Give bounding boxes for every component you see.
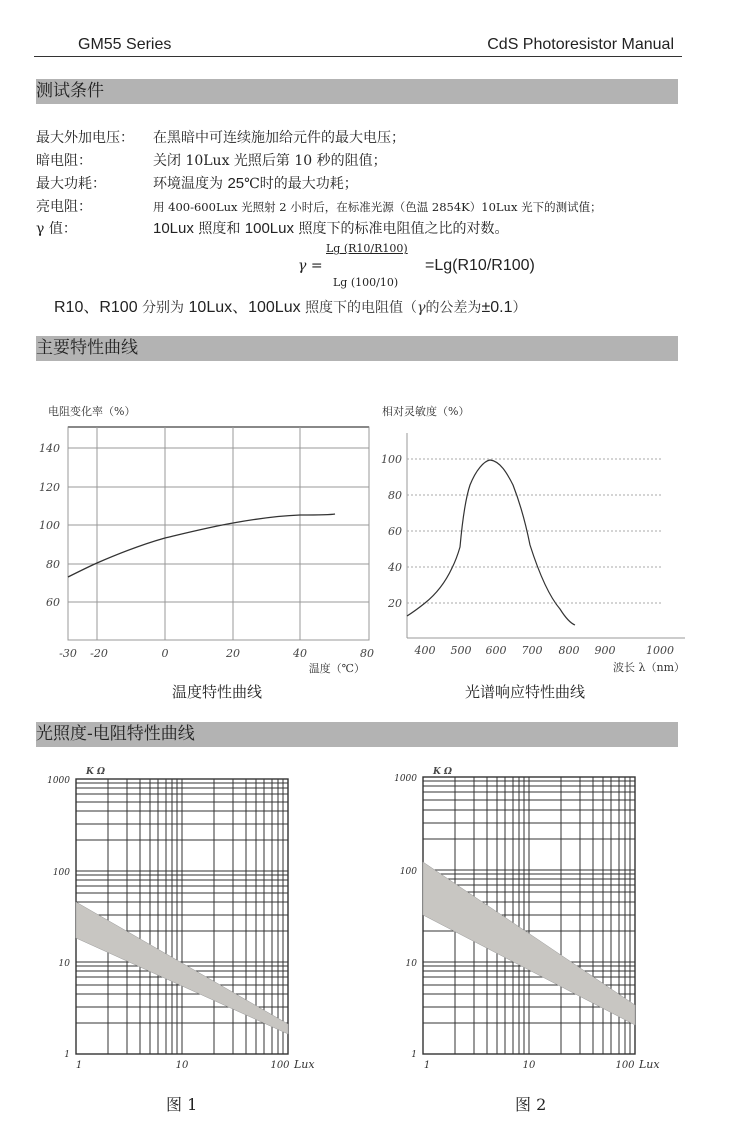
note-text: 分别为 (142, 300, 189, 316)
spectral-xtick: 700 (521, 644, 543, 657)
fig1-xtick: 1 (75, 1060, 83, 1071)
spectral-ytick: 80 (388, 489, 402, 502)
condition-label: 亮电阻： (36, 199, 92, 215)
formula-gamma: γ = (298, 258, 323, 274)
temp-xtick: 40 (293, 647, 307, 660)
note-text: 的公差为 (425, 300, 482, 316)
section-illuminance-resistance: 光照度-电阻特性曲线 (36, 722, 678, 747)
temp-chart-caption: 温度特性曲线 (172, 683, 263, 701)
temperature-chart (30, 395, 380, 680)
fig2-unit-label: K Ω (433, 767, 452, 777)
condition-gamma (36, 220, 508, 238)
spectral-xtick: 1000 (646, 644, 674, 657)
condition-max-voltage (36, 129, 405, 147)
figure-1-chart (30, 760, 330, 1075)
temp-chart-ylabel: 电阻变化率（%） (48, 405, 136, 418)
spectral-xtick: 800 (558, 644, 580, 657)
spectral-curve (407, 460, 575, 625)
spectral-xtick: 400 (414, 644, 436, 657)
condition-dark-resistance (36, 152, 387, 170)
formula-denominator: Lg (100/10) (333, 276, 399, 289)
condition-text: 照度下的标准电阻值之比的对数。 (294, 221, 509, 237)
temp-xtick: -20 (90, 647, 108, 660)
fig2-xunit: Lux (639, 1058, 660, 1071)
fig1-ytick: 1 (64, 1050, 70, 1060)
spectral-ytick: 40 (388, 561, 402, 574)
note-text: R10、R100 (54, 299, 143, 316)
temp-chart-grid (68, 427, 369, 640)
header-manual-title: CdS Photoresistor Manual (487, 36, 674, 53)
note-text: ） (512, 300, 527, 316)
fig1-xtick: 100 (270, 1060, 290, 1071)
header-divider (34, 56, 682, 57)
condition-label: γ 值： (36, 221, 77, 237)
temp-curve (68, 514, 335, 577)
header-series: GM55 Series (78, 36, 172, 53)
temp-ytick: 100 (39, 519, 60, 532)
spectral-chart-xlabel: 波长 λ（nm） (613, 661, 685, 674)
spectral-xtick: 900 (594, 644, 616, 657)
figure-2-chart (380, 760, 680, 1075)
section-test-conditions: 测试条件 (36, 79, 678, 104)
fig1-ytick: 100 (52, 868, 70, 878)
condition-light-resistance (36, 198, 602, 216)
fig2-ytick: 1000 (394, 774, 417, 784)
condition-text: ℃时的最大功耗； (244, 176, 358, 192)
temp-chart-xlabel: 温度（℃） (308, 662, 365, 675)
resistance-note (54, 294, 526, 317)
fig2-ytick: 100 (399, 867, 417, 877)
spectral-xtick: 600 (485, 644, 507, 657)
figure-2-caption: 图 2 (515, 1095, 547, 1114)
temp-xtick: 20 (226, 647, 240, 660)
condition-temp-value: 25 (227, 175, 245, 192)
fig2-xtick: 100 (615, 1060, 635, 1071)
note-text: 照度下的电阻值（ (305, 300, 418, 316)
condition-text: 100Lux (244, 220, 294, 237)
fig2-ytick: 10 (405, 959, 417, 969)
spectral-ytick: 60 (388, 525, 402, 538)
condition-text: 在黑暗中可连续施加给元件的最大电压； (153, 130, 405, 146)
condition-text: 用 400-600Lux 光照射 2 小时后，在标准光源（色温 2854K）10Lux 光下的测试值； (153, 200, 602, 214)
fig1-ytick: 1000 (47, 776, 70, 786)
spectral-chart (370, 395, 710, 680)
fig1-unit-label: K Ω (86, 767, 105, 777)
condition-text: 环境温度为 (153, 176, 228, 192)
condition-text: 关闭 10Lux 光照后第 10 秒的阻值； (153, 153, 387, 169)
condition-text: 照度和 (193, 221, 245, 237)
note-text: ±0.1 (481, 299, 513, 316)
figure-1-caption: 图 1 (166, 1095, 198, 1114)
fig2-xtick: 10 (522, 1060, 536, 1071)
temp-ytick: 120 (39, 481, 60, 494)
condition-label: 最大功耗： (36, 176, 106, 192)
fig2-ytick: 1 (411, 1050, 417, 1060)
spectral-xtick: 500 (450, 644, 472, 657)
formula-numerator: Lg (R10/R100) (326, 242, 408, 255)
section-main-curves: 主要特性曲线 (36, 336, 678, 361)
fig1-xtick: 10 (175, 1060, 189, 1071)
temp-ytick: 80 (46, 558, 60, 571)
spectral-chart-ylabel: 相对灵敏度（%） (382, 405, 470, 418)
condition-max-power (36, 175, 358, 193)
temp-xtick: 0 (161, 647, 169, 660)
temp-ytick: 60 (46, 596, 60, 609)
condition-text: 10Lux (153, 220, 194, 237)
fig1-ytick: 10 (58, 959, 70, 969)
temp-ytick: 140 (39, 442, 60, 455)
fig2-xtick: 1 (423, 1060, 431, 1071)
temp-xtick: -30 (59, 647, 77, 660)
formula-rhs: =Lg(R10/R100) (425, 257, 535, 274)
spectral-ytick: 100 (381, 453, 402, 466)
fig1-xunit: Lux (294, 1058, 315, 1071)
note-text: 10Lux、100Lux (188, 299, 306, 316)
note-text: γ (417, 300, 426, 316)
condition-label: 暗电阻： (36, 153, 92, 169)
temp-xtick: 80 (360, 647, 374, 660)
condition-label: 最大外加电压： (36, 130, 134, 146)
spectral-ytick: 20 (388, 597, 402, 610)
spectral-chart-caption: 光谱响应特性曲线 (465, 683, 586, 701)
